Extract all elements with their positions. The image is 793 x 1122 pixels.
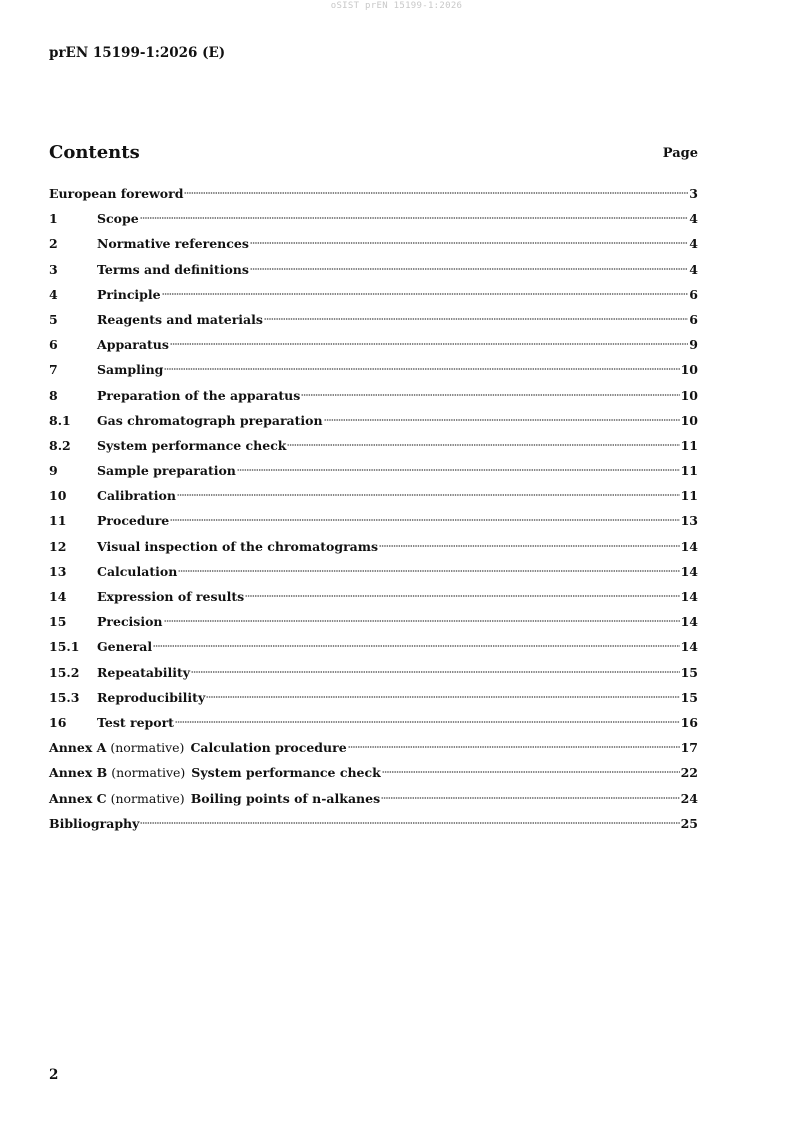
toc-dot-leader: [206, 693, 679, 699]
toc-entry-title: Preparation of the apparatus: [97, 387, 301, 403]
toc-entry-expression-of-results[interactable]: [49, 584, 698, 609]
toc-dot-leader: [382, 768, 680, 774]
toc-dot-leader: [301, 391, 679, 397]
toc-entry-page: 10: [680, 412, 698, 428]
toc-dot-leader: [178, 567, 679, 573]
toc-entry-title: System performance check: [191, 765, 381, 781]
toc-entry-page: 14: [680, 614, 698, 630]
toc-entry-page: 14: [680, 589, 698, 604]
toc-entry-annex-b[interactable]: [49, 760, 698, 785]
toc-entry-principle[interactable]: [49, 282, 698, 307]
page-number: 2: [49, 1067, 59, 1083]
toc-entry-page: 11: [680, 488, 698, 504]
toc-entry-system-performance-check[interactable]: [49, 433, 698, 458]
toc-entry-number: 10: [49, 488, 67, 504]
toc-entry-bibliography[interactable]: [49, 811, 698, 836]
toc-dot-leader: [191, 668, 680, 674]
toc-entry-title: Scope: [97, 211, 139, 227]
toc-entry-page: 3: [689, 186, 698, 201]
toc-entry-reagents-and-materials[interactable]: [49, 307, 698, 332]
toc-entry-number: 12: [49, 538, 67, 554]
toc-dot-leader: [379, 542, 680, 548]
toc-entry-title: General: [97, 639, 153, 655]
toc-entry-repeatability[interactable]: [49, 660, 698, 685]
toc-entry-preparation-of-apparatus[interactable]: [49, 383, 698, 408]
toc-entry-title: Expression of results: [97, 589, 245, 604]
toc-entry-title: Principle: [97, 286, 161, 302]
toc-entry-title: Normative references: [97, 236, 249, 252]
toc-entry-apparatus[interactable]: [49, 332, 698, 357]
toc-entry-number: 3: [49, 261, 58, 277]
toc-annex-prefix: Annex A: [49, 740, 107, 756]
toc-entry-scope[interactable]: [49, 206, 698, 231]
toc-entry-title: Repeatability: [97, 664, 191, 680]
document-id: prEN 15199-1:2026 (E): [49, 45, 226, 61]
toc-entry-number: 5: [49, 311, 58, 327]
toc-entry-number: 11: [49, 513, 67, 529]
toc-entry-calculation[interactable]: [49, 559, 698, 584]
toc-entry-number: 16: [49, 714, 67, 730]
toc-dot-leader: [250, 239, 688, 245]
toc-entry-annex-a[interactable]: [49, 735, 698, 760]
toc-dot-leader: [170, 340, 688, 346]
contents-title: Contents: [49, 142, 140, 163]
toc-entry-title: European foreword: [49, 186, 184, 201]
toc-entry-title: Gas chromatograph preparation: [97, 412, 323, 428]
toc-entry-title: Reagents and materials: [97, 311, 263, 327]
toc-dot-leader: [245, 592, 679, 598]
toc-entry-page: 14: [680, 563, 698, 579]
toc-entry-number: 8.2: [49, 437, 71, 453]
watermark: oSIST prEN 15199-1:2026: [330, 1, 463, 11]
toc-entry-title: Calculation procedure: [190, 740, 347, 756]
toc-entry-visual-inspection[interactable]: [49, 534, 698, 559]
toc-annex-kind: (normative): [111, 765, 186, 781]
toc-entry-page: 14: [680, 639, 698, 655]
toc-entry-number: 13: [49, 563, 67, 579]
toc-dot-leader: [164, 365, 679, 371]
toc-entry-number: 8: [49, 387, 58, 403]
toc-entry-title: Sampling: [97, 362, 164, 378]
toc-dot-leader: [264, 315, 688, 321]
toc-dot-leader: [162, 290, 689, 296]
toc-entry-title: Test report: [97, 714, 174, 730]
toc-entry-page: 4: [689, 236, 698, 252]
toc-entry-terms-and-definitions[interactable]: [49, 257, 698, 282]
toc-entry-page: 15: [680, 689, 698, 705]
toc-dot-leader: [348, 743, 680, 749]
toc-entry-number: 15.3: [49, 689, 80, 705]
toc-entry-number: 4: [49, 286, 58, 302]
toc-entry-page: 10: [680, 362, 698, 378]
toc-entry-title: Precision: [97, 614, 163, 630]
toc-entry-number: 15.2: [49, 664, 80, 680]
toc-entry-number: 7: [49, 362, 58, 378]
toc-entry-page: 24: [680, 790, 698, 806]
toc-entry-page: 13: [680, 513, 698, 529]
toc-annex-kind: (normative): [110, 740, 185, 756]
toc-dot-leader: [324, 416, 680, 422]
toc-annex-kind: (normative): [110, 790, 185, 806]
toc-entry-normative-references[interactable]: [49, 231, 698, 256]
toc-annex-prefix: Annex B: [49, 765, 108, 781]
toc-dot-leader: [164, 617, 680, 623]
toc-entry-page: 22: [680, 765, 698, 781]
toc-entry-page: 11: [680, 437, 698, 453]
toc-entry-gas-chromatograph-preparation[interactable]: [49, 408, 698, 433]
toc-entry-page: 11: [680, 463, 698, 479]
toc-entry-number: 1: [49, 211, 58, 227]
toc-entry-page: 17: [680, 740, 698, 756]
toc-entry-title: Procedure: [97, 513, 170, 529]
toc-entry-title: Boiling points of n-alkanes: [190, 790, 381, 806]
toc-entry-title: Reproducibility: [97, 689, 206, 705]
toc-entry-page: 6: [689, 311, 698, 327]
toc-entry-title: Terms and definitions: [97, 261, 249, 277]
toc-dot-leader: [140, 214, 689, 220]
toc-entry-general[interactable]: [49, 634, 698, 659]
toc-entry-page: 4: [689, 211, 698, 227]
toc-entry-number: 14: [49, 589, 67, 604]
toc-dot-leader: [287, 441, 679, 447]
toc-entry-number: 6: [49, 337, 58, 353]
toc-entry-number: 8.1: [49, 412, 71, 428]
toc-entry-test-report[interactable]: [49, 710, 698, 735]
toc-entry-number: 15.1: [49, 639, 80, 655]
toc-entry-annex-c[interactable]: [49, 786, 698, 811]
toc-entry-number: 15: [49, 614, 67, 630]
toc-entry-page: 6: [689, 286, 698, 302]
toc-dot-leader: [140, 819, 679, 825]
toc-entry-title: Calibration: [97, 488, 176, 504]
toc-dot-leader: [153, 642, 679, 648]
toc-dot-leader: [184, 189, 688, 195]
toc-entry-reproducibility[interactable]: [49, 685, 698, 710]
toc-dot-leader: [381, 794, 679, 800]
table-of-contents: [49, 181, 698, 836]
toc-entry-title: System performance check: [97, 437, 287, 453]
toc-annex-prefix: Annex C: [49, 790, 107, 806]
toc-entry-number: 2: [49, 236, 58, 252]
toc-dot-leader: [177, 491, 680, 497]
toc-entry-page: 4: [689, 261, 698, 277]
toc-entry-page: 14: [680, 538, 698, 554]
toc-dot-leader: [175, 718, 680, 724]
toc-entry-sampling[interactable]: [49, 357, 698, 382]
toc-entry-european-foreword[interactable]: [49, 181, 698, 206]
toc-entry-title: Apparatus: [97, 337, 169, 353]
toc-dot-leader: [250, 265, 688, 271]
toc-entry-title: Calculation: [97, 563, 178, 579]
toc-entry-page: 9: [689, 337, 698, 353]
toc-entry-title: Sample preparation: [97, 463, 236, 479]
toc-entry-page: 25: [680, 815, 698, 831]
toc-entry-number: 9: [49, 463, 58, 479]
toc-entry-title: Visual inspection of the chromatograms: [97, 538, 379, 554]
toc-entry-calibration[interactable]: [49, 483, 698, 508]
toc-entry-procedure[interactable]: [49, 508, 698, 533]
toc-entry-sample-preparation[interactable]: [49, 458, 698, 483]
toc-entry-title: Bibliography: [49, 815, 140, 831]
page-column-label: Page: [662, 146, 698, 161]
toc-entry-precision[interactable]: [49, 609, 698, 634]
toc-dot-leader: [237, 466, 680, 472]
toc-entry-page: 16: [680, 714, 698, 730]
toc-entry-page: 10: [680, 387, 698, 403]
toc-entry-page: 15: [680, 664, 698, 680]
toc-dot-leader: [170, 516, 679, 522]
